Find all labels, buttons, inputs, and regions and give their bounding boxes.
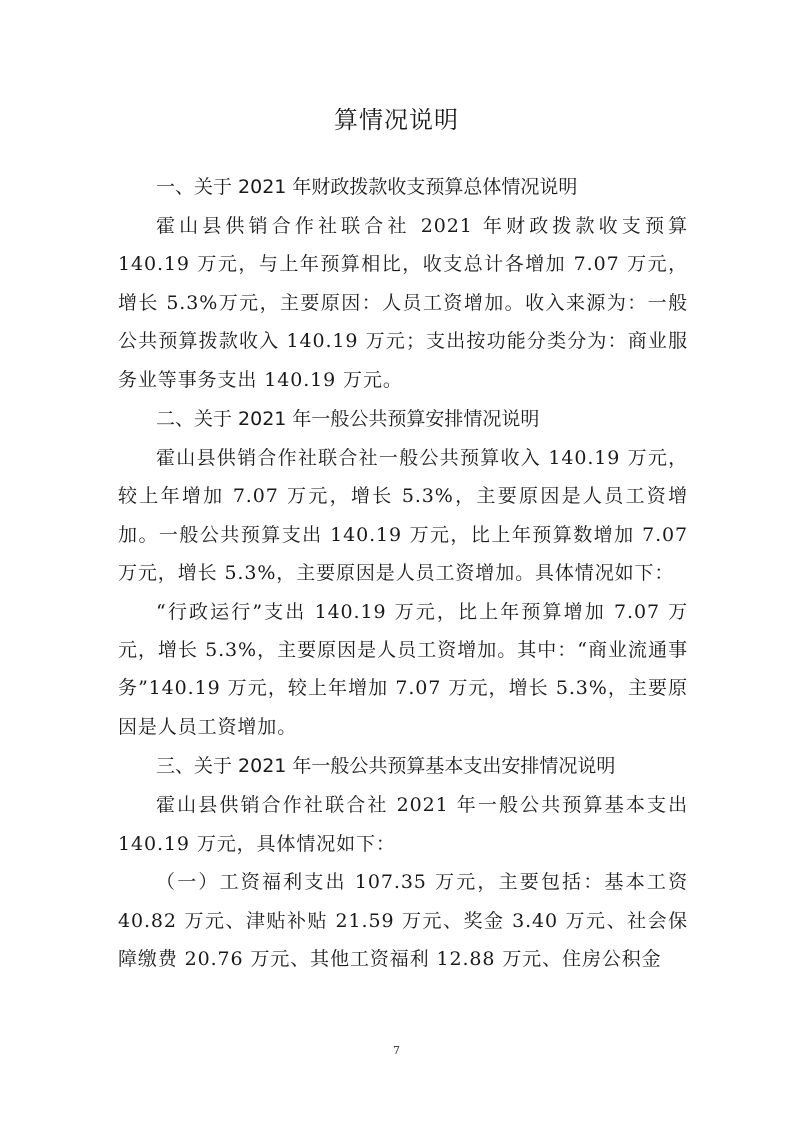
section-heading-2: 二、关于 2021 年一般公共预算安排情况说明 (156, 408, 540, 431)
document-body (118, 167, 688, 978)
page-title: 算情况说明 (334, 106, 459, 134)
section-heading-3: 三、关于 2021 年一般公共预算基本支出安排情况说明 (156, 755, 616, 778)
section-heading-1: 一、关于 2021 年财政拨款收支预算总体情况说明 (156, 176, 578, 198)
section-2-paragraph-2: “行政运行”支出 140.19 万元，比上年预算增加 7.07 万元，增长 5.3%，主要原因是人员工资增加。其中：“商业流通事务”140.19 万元，较上年增加 7.07 万元，增长 5.3%，主要原因是人员工资增加。 (118, 600, 688, 738)
page-number: 7 (393, 1044, 400, 1057)
section-2-paragraph-1: 霍山县供销合作社联合社一般公共预算收入 140.19 万元，较上年增加 7.07 万元，增长 5.3%，主要原因是人员工资增加。一般公共预算支出 140.19 万元，比上年预算数增加 7.07 万元，增长 5.3%，主要原因是人员工资增加。具体情况如下： (118, 447, 688, 585)
section-1-paragraph-1: 霍山县供销合作社联合社 2021 年财政拨款收支预算 140.19 万元，与上年预算相比，收支总计各增加 7.07 万元，增长 5.3%万元，主要原因：人员工资增加。收入来源为：一般公共预算拨款收入 140.19 万元；支出按功能分类分为：商业服务业等事务支出 140.19 万元。 (118, 215, 688, 391)
section-3-paragraph-1: 霍山县供销合作社联合社 2021 年一般公共预算基本支出 140.19 万元，具体情况如下： (118, 794, 688, 855)
section-3-paragraph-2: （一）工资福利支出 107.35 万元，主要包括：基本工资 40.82 万元、津贴补贴 21.59 万元、奖金 3.40 万元、社会保障缴费 20.76 万元、其他工资福利 12.88 万元、住房公积金 (118, 871, 688, 970)
